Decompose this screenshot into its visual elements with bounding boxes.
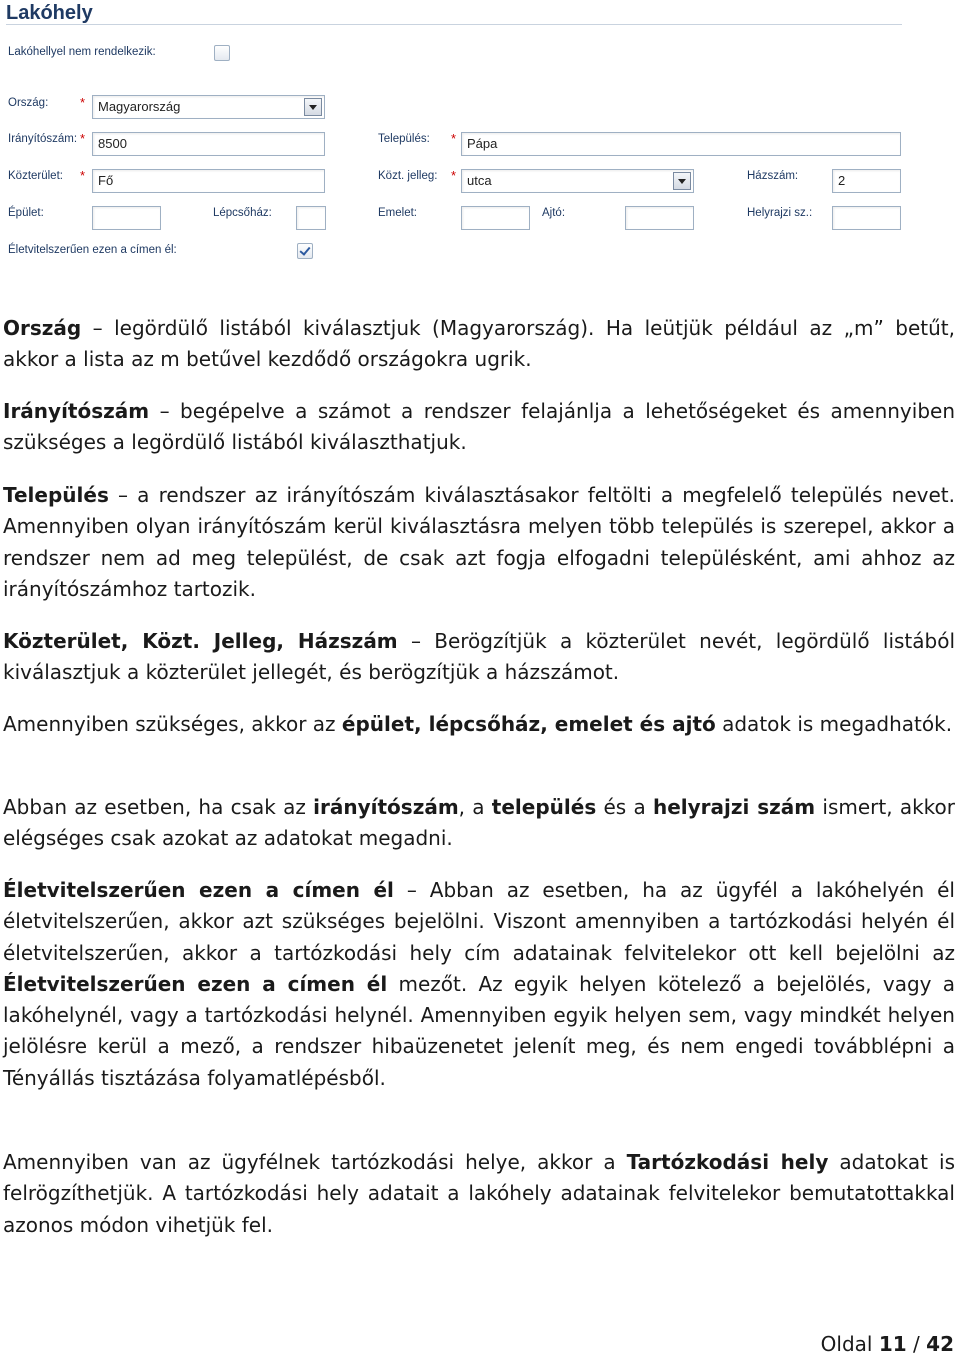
text-run: – Abban az esetben, ha az ügyfél a lakóhelyén él életvitelszerűen, akkor azt szükséges bejelölni. Viszont amennyiben a tartózkodási helyén él életvitelszerűen, akkor a tartózkodási hely cím adatainak felvitelekor ott kell bejelölni az [3,878,955,965]
paragraph-settlement [3,480,955,605]
street-input[interactable]: Fő [92,169,325,193]
paragraph-street [3,626,955,689]
footer-page-number: 11 [878,1332,907,1356]
bold-text: Életvitelszerűen ezen a címen él [3,971,388,996]
bold-text: Közterület, Közt. Jelleg, Házszám [3,629,398,653]
door-label: Ajtó: [542,207,566,219]
text-run: – a rendszer az irányítószám kiválasztásakor feltölti a megfelelő település nevet. Amennyiben olyan irányítószám kerül kiválasztásra melyen több település is szerepel, akkor a rendszer nem ad meg települést, de csak azt fogja elfogadni településként, ami ahhoz az irányítószámhoz tartozik. [3,483,955,601]
parcel-number-input[interactable] [832,206,901,230]
paragraph-optional-fields [3,709,955,740]
footer-prefix: Oldal [820,1332,873,1356]
staircase-input[interactable] [296,206,326,230]
door-input[interactable] [625,206,694,230]
bold-text: irányítószám [313,795,459,819]
bold-text: épület, lépcsőház, emelet és ajtó [341,712,716,736]
street-type-value: utca [467,173,492,188]
parcel-number-label: Helyrajzi sz.: [747,207,813,219]
bold-text: Település [3,483,109,507]
text-run: adatok is megadhatók. [715,712,953,736]
text-run: ismert, akkor elégséges csak azokat az adatokat megadni. [3,795,956,851]
country-required-mark: * [80,95,86,110]
bold-text: Ország [3,316,82,340]
lives-here-checkbox[interactable] [297,243,313,259]
settlement-label: Település: [378,133,430,145]
zip-required-mark: * [80,131,86,146]
page-footer [821,1332,954,1356]
text-run: – begépelve a számot a rendszer felajánlja a lehetőségeket és amennyiben szükséges a legördülő listából kiválaszthatjuk. [3,399,955,455]
paragraph-zip [3,396,955,459]
paragraph-temporary-residence [3,1147,955,1241]
country-value: Magyarország [98,99,181,114]
paragraph-lives-here [3,875,955,1094]
form-title: Lakóhely [6,2,93,24]
text-run: mezőt. Az egyik helyen kötelező a bejelölés, vagy a lakóhelynél, vagy a tartózkodási helynél. Amennyiben egyik helyen sem, vagy mindkét helyen jelölésre kerül a mező, a rendszer hibaüzenetet jelenít meg, és nem engedi továbblépni a Tényállás tisztázása folyamatlépésből. [3,971,955,1090]
text-run: – legördülő listából kiválasztjuk (Magyarország). Ha leütjük például az „m” betűt, akkor a lista az m betűvel kezdődő országokra ugrik. [3,316,955,372]
footer-page-total: 42 [926,1332,954,1356]
text-run: és a [596,795,653,819]
text-run: Amennyiben van az ügyfélnek tartózkodási helye, akkor a [3,1150,627,1174]
residence-form [0,0,960,280]
settlement-input[interactable]: Pápa [461,132,901,156]
zip-label: Irányítószám: [8,133,78,145]
no-residence-label: Lakóhellyel nem rendelkezik: [8,46,156,58]
street-type-label: Közt. jelleg: [378,170,438,182]
settlement-required-mark: * [451,131,457,146]
paragraph-country [3,313,955,376]
bold-text: Életvitelszerűen ezen a címen él [3,878,394,902]
text-run: adatokat is felrögzíthetjük. A tartózkodási hely adatait a lakóhely adatainak felvitelekor bemutatottakkal azonos módon vihetjük fel. [3,1150,955,1237]
floor-label: Emelet: [378,207,417,219]
zip-input[interactable]: 8500 [92,132,325,156]
chevron-down-icon[interactable] [304,98,322,116]
building-label: Épület: [8,207,44,219]
lives-here-label: Életvitelszerűen ezen a címen él: [8,244,177,256]
country-select[interactable] [92,95,325,119]
bold-text: Tartózkodási hely [626,1150,829,1174]
street-type-select[interactable] [461,169,694,193]
country-label: Ország: [8,97,49,109]
paragraph-minimum-data [3,792,955,855]
bold-text: település [491,795,597,819]
bold-text: Irányítószám [3,399,150,423]
no-residence-checkbox[interactable] [214,45,230,61]
footer-separator: / [913,1332,920,1356]
house-number-label: Házszám: [747,170,799,182]
street-label: Közterület: [8,170,63,182]
floor-input[interactable] [461,206,530,230]
bold-text: helyrajzi szám [652,795,816,819]
title-divider [6,24,902,25]
text-run: Amennyiben szükséges, akkor az [3,712,342,736]
staircase-label: Lépcsőház: [213,207,272,219]
text-run: , a [458,795,492,819]
text-run: Abban az esetben, ha csak az [3,795,314,819]
chevron-down-icon[interactable] [673,172,691,190]
text-run: – Berögzítjük a közterület nevét, legördülő listából kiválasztjuk a közterület jellegét, és berögzítjük a házszámot. [3,629,956,685]
street-required-mark: * [80,168,86,183]
house-number-input[interactable]: 2 [832,169,901,193]
street-type-required-mark: * [451,168,457,183]
building-input[interactable] [92,206,161,230]
